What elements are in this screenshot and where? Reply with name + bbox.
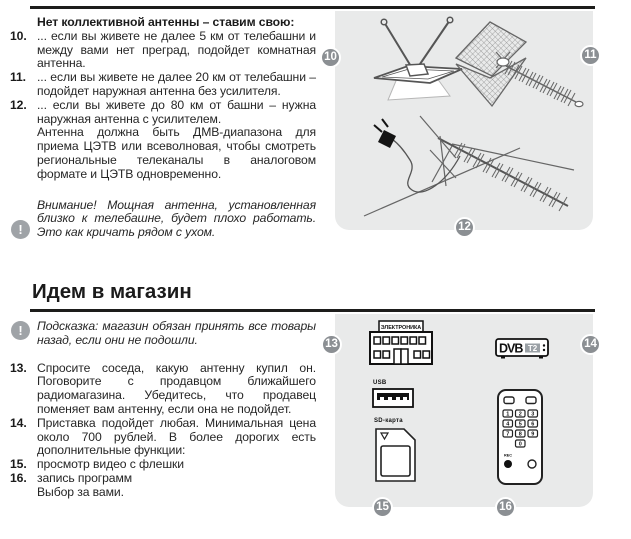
item-number: 12. <box>10 97 27 112</box>
figure-badge-11: 11 <box>580 45 601 66</box>
item-text: ... если вы живете не далее 20 км от телебашни – подойдет наружная антенна без усилителя. <box>37 70 316 98</box>
item-number: 16. <box>10 470 27 485</box>
item-12-continuation: Антенна должна быть ДМВ-диапазона для приема ЦЭТВ или всеволновая, чтобы смотреть региональные телеканалы в аналоговом формате и ЦЭТВ одновременно. <box>37 125 316 181</box>
section-shop-text <box>10 320 316 500</box>
item-text: запись программ <box>37 470 133 485</box>
remote-rec-label: REC <box>504 453 513 458</box>
remote-key-4: 4 <box>506 421 510 428</box>
item-number: 14. <box>10 415 27 430</box>
warning-note <box>10 199 316 240</box>
remote-key-1: 1 <box>506 411 510 418</box>
figure-badge-10: 10 <box>320 47 341 68</box>
yagi-antenna-illustration <box>360 112 582 224</box>
item-text: ... если вы живете до 80 км от башни – нужна наружная антенна с усилителем. <box>37 97 316 126</box>
figure-badge-12: 12 <box>454 217 475 238</box>
list-item-15 <box>10 458 316 472</box>
remote-round-button <box>528 460 536 468</box>
list-item-16 <box>10 472 316 486</box>
item-number: 15. <box>10 457 27 472</box>
electronics-store-illustration <box>368 320 434 366</box>
exclamation-icon: ! <box>11 220 30 239</box>
remote-key-2: 2 <box>518 411 522 418</box>
item-number: 11. <box>10 70 26 85</box>
store-sign-text: ЭЛЕКТРОНИКА <box>380 325 422 331</box>
item-number: 10. <box>10 28 27 43</box>
remote-key-9: 9 <box>531 431 535 438</box>
hint-note <box>10 320 316 348</box>
remote-key-5: 5 <box>518 421 522 428</box>
item-number: 13. <box>10 360 27 375</box>
item-text: Приставка подойдет любая. Минимальная цена около 700 рублей. В более дорогих есть дополнительные функции: <box>37 415 316 458</box>
figure-badge-13: 13 <box>321 334 342 355</box>
remote-key-3: 3 <box>531 411 535 418</box>
exclamation-icon: ! <box>11 321 30 340</box>
item-text: ... если вы живете не далее 5 км от телебашни и между вами нет преград, подойдет комнатная антенна. <box>37 28 316 71</box>
usb-label: USB <box>373 380 387 386</box>
list-item-13 <box>10 362 316 417</box>
figure-badge-16: 16 <box>495 497 516 518</box>
remote-key-6: 6 <box>531 421 535 428</box>
list-item-14 <box>10 417 316 458</box>
sd-card-label: SD-карта <box>374 418 403 424</box>
list-item-10 <box>10 30 316 71</box>
item-text: Спросите соседа, какую антенну купил он. Поговорите с продавцом ближайшего радиомагазина. Убедитесь, что продавец поменяет вам антенну, если она не подойдет. <box>37 360 316 416</box>
hint-note-text: Подсказка: магазин обязан принять все товары назад, если они не подошли. <box>37 319 316 347</box>
section1-heading: Нет коллективной антенны – ставим свою: <box>37 15 295 29</box>
warning-note-text: Внимание! Мощная антенна, установленная близко к телебашне, будет плохо работать. Это как кричать рядом с ухом. <box>37 197 316 240</box>
section2-heading: Идем в магазин <box>32 280 192 303</box>
dvb-t2-receiver-illustration <box>494 336 554 362</box>
remote-control-illustration <box>496 388 544 486</box>
dvb-t2-text: T2 <box>527 344 538 353</box>
remote-rec-button <box>504 460 512 468</box>
sd-card-illustration <box>373 426 418 484</box>
item-text: просмотр видео с флешки <box>37 457 184 472</box>
usb-port-illustration <box>372 388 414 408</box>
closing-line: Выбор за вами. <box>37 484 124 499</box>
remote-key-7: 7 <box>506 431 510 438</box>
figure-badge-14: 14 <box>580 334 601 355</box>
list-item-11 <box>10 71 316 99</box>
section-antennas-text <box>10 16 316 240</box>
outdoor-mesh-antenna-illustration <box>450 14 590 116</box>
remote-key-8: 8 <box>518 431 522 438</box>
remote-key-0: 0 <box>518 441 522 448</box>
section-divider <box>30 309 595 312</box>
dvb-logo-text: DVB <box>499 341 523 356</box>
list-item-12 <box>10 99 316 127</box>
figure-badge-15: 15 <box>372 497 393 518</box>
top-divider <box>30 6 595 9</box>
